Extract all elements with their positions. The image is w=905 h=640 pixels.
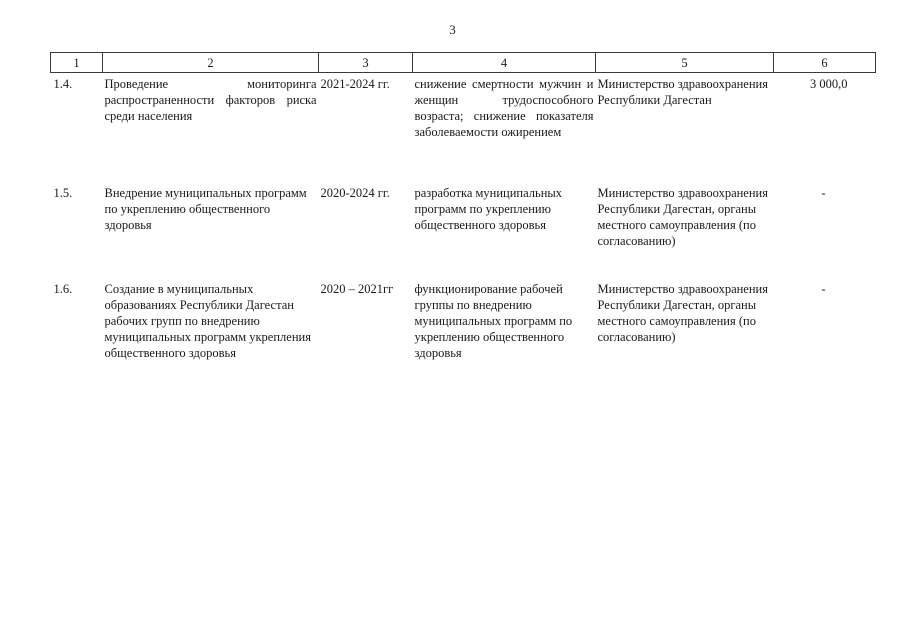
table-row [51, 281, 876, 361]
executor: Министерство здравоохранения Республики Дагестан, органы местного самоуправления (по согласованию) [597, 185, 768, 248]
column-header-4: 4 [413, 53, 596, 73]
period: 2020-2024 гг. [320, 185, 390, 200]
executor: Министерство здравоохранения Республики Дагестан, органы местного самоуправления (по согласованию) [597, 281, 768, 344]
period: 2020 – 2021гг [320, 281, 394, 296]
column-header-2: 2 [103, 53, 319, 73]
table-header-row [51, 53, 876, 73]
row-number: 1.5. [53, 185, 73, 200]
measure-name: Внедрение муниципальных программ по укреплению общественного здоровья [104, 185, 307, 232]
expected-result: разработка муниципальных программ по укреплению общественного здоровья [414, 185, 563, 232]
funding-amount: - [821, 185, 826, 200]
column-header-6: 6 [774, 53, 876, 73]
table-row [51, 185, 876, 281]
measures-table [50, 52, 876, 361]
table-row [51, 73, 876, 185]
column-header-5: 5 [596, 53, 774, 73]
page-number: 3 [449, 22, 456, 37]
funding-amount: - [821, 281, 826, 296]
row-number: 1.4. [53, 77, 73, 91]
period: 2021-2024 гг. [320, 77, 390, 91]
executor: Министерство здравоохранения Республики Дагестан [597, 77, 768, 107]
expected-result: снижение смертности мужчин и женщин трудоспособного возраста; снижение показателя заболеваемости ожирением [414, 77, 594, 139]
measure-name: Создание в муниципальных образованиях Республики Дагестан рабочих групп по внедрению муниципальных программ укрепления общественного здоровья [104, 281, 311, 360]
row-number: 1.6. [53, 281, 73, 296]
column-header-1: 1 [51, 53, 103, 73]
measure-name: Проведение мониторинга распространенности факторов риска среди населения [104, 77, 317, 123]
funding-amount: 3 000,0 [810, 77, 848, 91]
expected-result: функционирование рабочей группы по внедрению муниципальных программ по укреплению общественного здоровья [414, 281, 573, 360]
column-header-3: 3 [319, 53, 413, 73]
